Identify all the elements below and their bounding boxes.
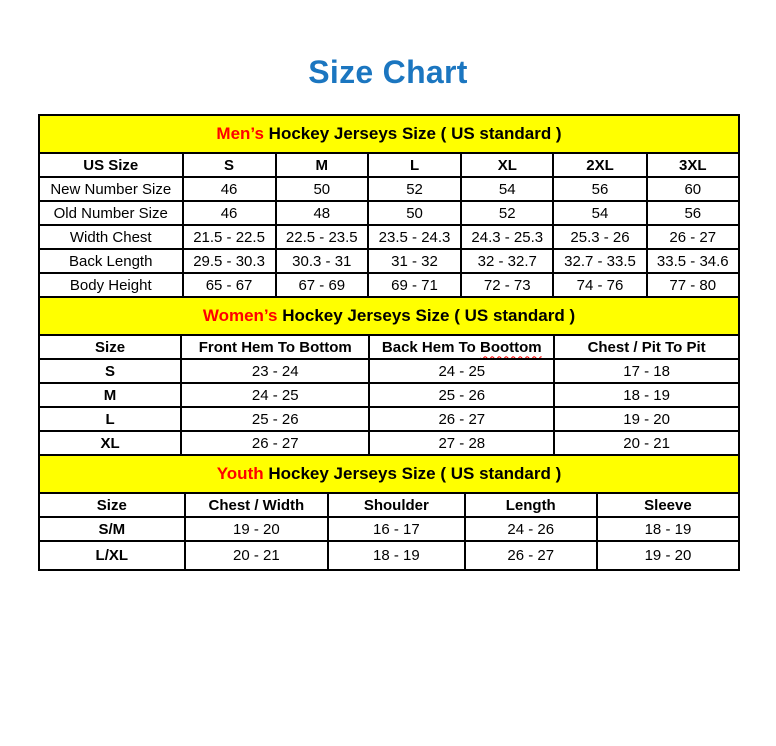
size-cell: 56: [647, 201, 739, 225]
size-cell: 50: [368, 201, 461, 225]
mens-section-heading: [39, 115, 739, 153]
size-cell: 24 - 25: [369, 359, 554, 383]
column-header: US Size: [39, 153, 183, 177]
youth-header-row: [39, 493, 739, 517]
size-cell: 46: [183, 201, 276, 225]
size-cell: 74 - 76: [553, 273, 646, 297]
mens-size-table: [38, 114, 740, 298]
size-cell: 24.3 - 25.3: [461, 225, 553, 249]
table-row: [39, 177, 739, 201]
misspelled-word: Boottom: [480, 338, 542, 356]
row-label: L/XL: [39, 541, 185, 570]
size-cell: 19 - 20: [185, 517, 329, 541]
table-row: [39, 201, 739, 225]
womens-size-table: [38, 296, 740, 456]
table-row: [39, 273, 739, 297]
table-row: [39, 517, 739, 541]
size-cell: 25 - 26: [181, 407, 369, 431]
size-cell: 24 - 25: [181, 383, 369, 407]
womens-section-heading: [39, 297, 739, 335]
column-header: M: [276, 153, 368, 177]
size-chart: [38, 114, 740, 571]
size-cell: 19 - 20: [597, 541, 739, 570]
row-label: Width Chest: [39, 225, 183, 249]
size-cell: 54: [553, 201, 646, 225]
size-cell: 24 - 26: [465, 517, 597, 541]
row-label: XL: [39, 431, 181, 455]
youth-section-heading: [39, 455, 739, 493]
size-cell: 26 - 27: [369, 407, 554, 431]
column-header: S: [183, 153, 276, 177]
mens-header-row: [39, 153, 739, 177]
mens-heading-highlight: Men’s: [216, 124, 264, 143]
size-cell: 72 - 73: [461, 273, 553, 297]
size-cell: 26 - 27: [465, 541, 597, 570]
size-cell: 65 - 67: [183, 273, 276, 297]
column-header: Size: [39, 493, 185, 517]
size-chart-page: [0, 54, 776, 571]
size-cell: 19 - 20: [554, 407, 739, 431]
size-cell: 22.5 - 23.5: [276, 225, 368, 249]
size-cell: 31 - 32: [368, 249, 461, 273]
size-cell: 21.5 - 22.5: [183, 225, 276, 249]
size-cell: 32.7 - 33.5: [553, 249, 646, 273]
size-cell: 30.3 - 31: [276, 249, 368, 273]
size-cell: 20 - 21: [554, 431, 739, 455]
table-row: [39, 359, 739, 383]
womens-heading-highlight: Women’s: [202, 306, 278, 325]
table-row: [39, 541, 739, 570]
size-cell: 52: [461, 201, 553, 225]
column-header: 3XL: [647, 153, 739, 177]
column-header: Chest / Pit To Pit: [554, 335, 739, 359]
row-label: Body Height: [39, 273, 183, 297]
size-cell: 60: [647, 177, 739, 201]
row-label: S/M: [39, 517, 185, 541]
size-cell: 32 - 32.7: [461, 249, 553, 273]
womens-header-row: [39, 335, 739, 359]
page-title: Size Chart: [308, 54, 468, 90]
row-label: M: [39, 383, 181, 407]
size-cell: 26 - 27: [647, 225, 739, 249]
row-label: Old Number Size: [39, 201, 183, 225]
column-header: Chest / Width: [185, 493, 329, 517]
size-cell: 18 - 19: [328, 541, 465, 570]
size-cell: 29.5 - 30.3: [183, 249, 276, 273]
size-cell: 50: [276, 177, 368, 201]
row-label: Back Length: [39, 249, 183, 273]
row-label: New Number Size: [39, 177, 183, 201]
size-cell: 23 - 24: [181, 359, 369, 383]
table-row: [39, 431, 739, 455]
table-row: [39, 225, 739, 249]
size-cell: 26 - 27: [181, 431, 369, 455]
column-header: Front Hem To Bottom: [181, 335, 369, 359]
size-cell: 52: [368, 177, 461, 201]
size-cell: 69 - 71: [368, 273, 461, 297]
youth-heading-row: [39, 455, 739, 493]
table-row: [39, 407, 739, 431]
column-header: 2XL: [553, 153, 646, 177]
size-cell: 17 - 18: [554, 359, 739, 383]
size-cell: 25 - 26: [369, 383, 554, 407]
row-label: L: [39, 407, 181, 431]
column-header: Back Hem To Boottom: [369, 335, 554, 359]
size-cell: 18 - 19: [597, 517, 739, 541]
size-cell: 25.3 - 26: [553, 225, 646, 249]
table-row: [39, 383, 739, 407]
size-cell: 23.5 - 24.3: [368, 225, 461, 249]
column-header: XL: [461, 153, 553, 177]
column-header: Shoulder: [328, 493, 465, 517]
row-label: S: [39, 359, 181, 383]
column-header: Length: [465, 493, 597, 517]
size-cell: 20 - 21: [185, 541, 329, 570]
size-cell: 56: [553, 177, 646, 201]
size-cell: 67 - 69: [276, 273, 368, 297]
size-cell: 16 - 17: [328, 517, 465, 541]
mens-heading-row: [39, 115, 739, 153]
size-cell: 33.5 - 34.6: [647, 249, 739, 273]
youth-heading-highlight: Youth: [216, 464, 264, 483]
size-cell: 54: [461, 177, 553, 201]
table-row: [39, 249, 739, 273]
size-cell: 18 - 19: [554, 383, 739, 407]
womens-heading-row: [39, 297, 739, 335]
womens-heading-rest: Hockey Jerseys Size ( US standard ): [277, 306, 576, 325]
youth-heading-rest: Hockey Jerseys Size ( US standard ): [263, 464, 562, 483]
column-header: Size: [39, 335, 181, 359]
size-cell: 46: [183, 177, 276, 201]
size-cell: 77 - 80: [647, 273, 739, 297]
size-cell: 48: [276, 201, 368, 225]
mens-heading-rest: Hockey Jerseys Size ( US standard ): [263, 124, 562, 143]
size-cell: 27 - 28: [369, 431, 554, 455]
youth-size-table: [38, 454, 740, 571]
column-header: Sleeve: [597, 493, 739, 517]
column-header: L: [368, 153, 461, 177]
